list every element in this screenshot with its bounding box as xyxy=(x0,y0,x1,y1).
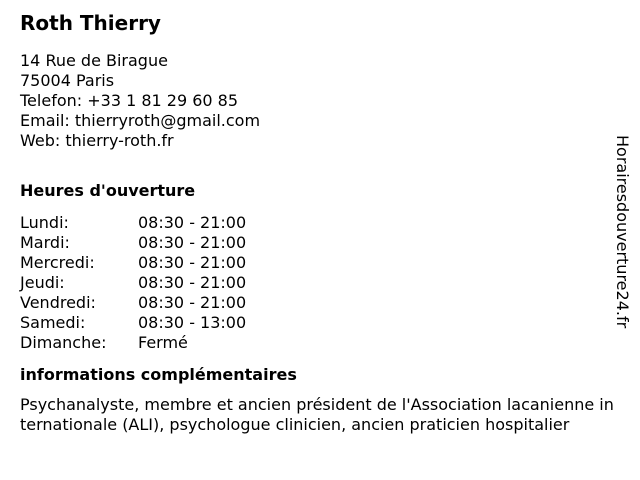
business-name: Roth Thierry xyxy=(20,11,161,35)
hours-row-wednesday xyxy=(20,253,246,273)
day-label: Mardi: xyxy=(20,233,70,252)
hours-row-friday xyxy=(20,293,246,313)
hours-row-monday xyxy=(20,213,246,233)
business-card xyxy=(20,10,620,435)
day-hours: 08:30 - 21:00 xyxy=(138,233,247,252)
hours-row-tuesday xyxy=(20,233,246,253)
day-hours: 08:30 - 21:00 xyxy=(138,273,247,292)
day-hours: 08:30 - 13:00 xyxy=(138,313,247,332)
opening-hours-table xyxy=(20,213,246,353)
day-hours: 08:30 - 21:00 xyxy=(138,213,247,232)
day-label: Vendredi: xyxy=(20,293,96,312)
day-label: Samedi: xyxy=(20,313,86,332)
additional-info-text: Psychanalyste, membre et ancien président de l'Association lacanienne internationale (ALI), psychologue clinicien, ancien praticien hospitalier xyxy=(20,395,614,434)
opening-hours-heading: Heures d'ouverture xyxy=(20,181,196,200)
additional-info-heading: informations complémentaires xyxy=(20,365,297,384)
email-line: Email: thierryroth@gmail.com xyxy=(20,111,261,130)
web-line: Web: thierry-roth.fr xyxy=(20,131,174,150)
day-label: Dimanche: xyxy=(20,333,107,352)
day-label: Lundi: xyxy=(20,213,69,232)
day-hours: 08:30 - 21:00 xyxy=(138,293,247,312)
address-street: 14 Rue de Birague xyxy=(20,51,168,70)
day-hours: 08:30 - 21:00 xyxy=(138,253,247,272)
hours-row-sunday xyxy=(20,333,246,353)
day-label: Jeudi: xyxy=(20,273,65,292)
site-watermark: Horairesdouverture24.fr xyxy=(613,135,632,329)
day-hours: Fermé xyxy=(138,333,188,352)
day-label: Mercredi: xyxy=(20,253,95,272)
hours-row-thursday xyxy=(20,273,246,293)
address-city: 75004 Paris xyxy=(20,71,115,90)
phone-line: Telefon: +33 1 81 29 60 85 xyxy=(20,91,239,110)
hours-row-saturday xyxy=(20,313,246,333)
